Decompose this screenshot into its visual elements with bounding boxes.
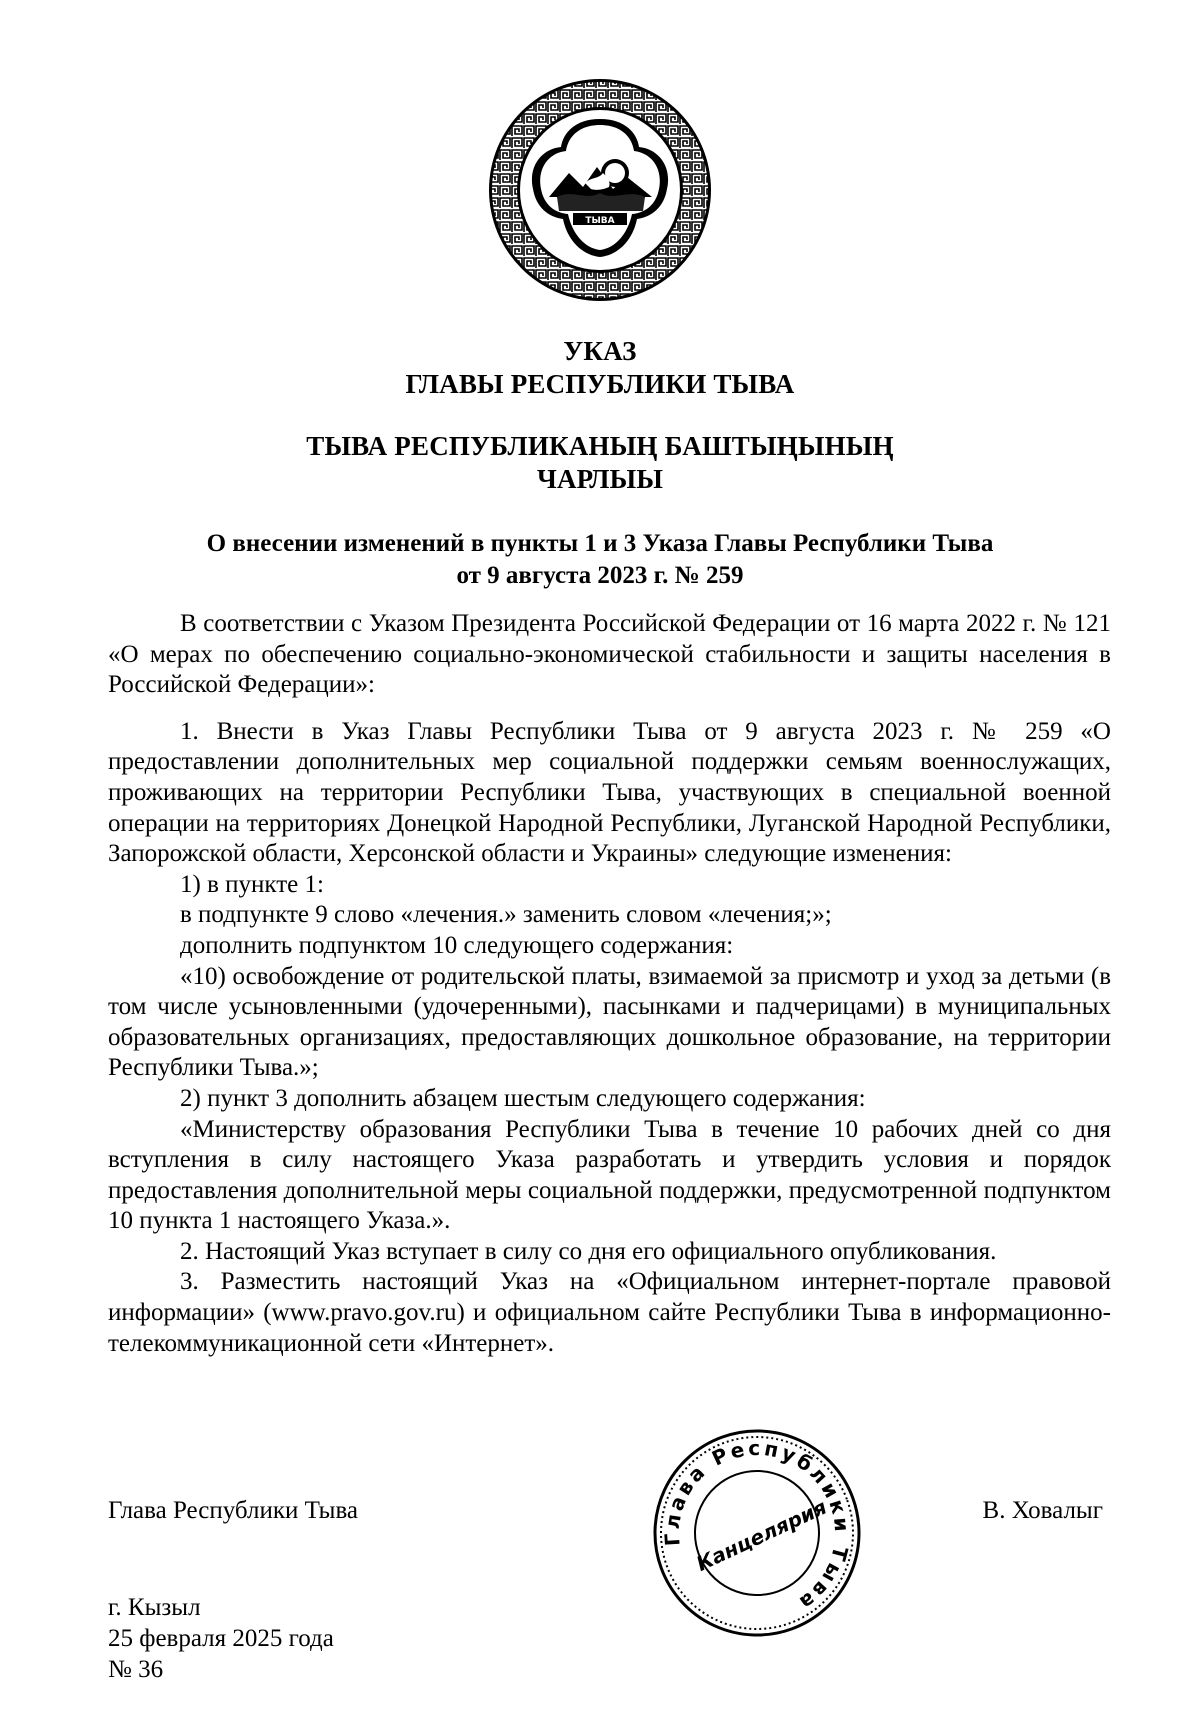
decree-title-ru: УКАЗ [563, 336, 637, 366]
stamp-outer-text: Глава Республики Тыва [659, 1435, 855, 1617]
document-number: № 36 [108, 1656, 164, 1683]
signatory-position: Глава Республики Тыва [108, 1497, 359, 1524]
republic-tuva-coat-of-arms-icon [487, 77, 713, 303]
clause-3: 3. Разместить настоящий Указ на «Официальном интернет-портале правовой информации» (www.pravo.gov.ru) и официальном сайте Республики Тыва в информационно-телекоммуникационной сети «Интернет». [108, 1268, 1111, 1357]
document-body [108, 609, 1111, 1359]
issue-date: 25 февраля 2025 года [108, 1625, 334, 1652]
clause-1-subitem-1-a: в подпункте 9 слово «лечения.» заменить словом «лечения;»; [180, 901, 832, 929]
clause-1-subitem-2: 2) пункт 3 дополнить абзацем шестым следующего содержания: [180, 1084, 866, 1112]
clause-1: 1. Внести в Указ Главы Республики Тыва от 9 августа 2023 г. № 259 «О предоставлении дополнительных мер социальной поддержки семьям военнослужащих, проживающих на территории Республики Тыва, участвующих в специальной военной операции на территориях Донецкой Народной Республики, Луганской Народной Республики, Запорожской области, Херсонской области и Украины» следующие изменения: [108, 717, 1111, 868]
issue-place: г. Кызыл [108, 1594, 201, 1621]
clause-1-subitem-1-b: дополнить подпунктом 10 следующего содержания: [180, 931, 734, 959]
clause-1-subitem-1-c: «10) освобождение от родительской платы, взимаемой за присмотр и уход за детьми (в том числе усыновленными (удочеренными), пасынками и падчерицами) в муниципальных образовательных организациях, предоставляющих дошкольное образование, на территории Республики Тыва.»; [108, 962, 1111, 1082]
official-stamp-icon [652, 1428, 862, 1638]
clause-1-subitem-2-a: «Министерству образования Республики Тыва в течение 10 рабочих дней со дня вступления в силу настоящего Указа разработать и утвердить условия и порядок предоставления дополнительной меры социальной поддержки, предусмотренной подпунктом 10 пункта 1 настоящего Указа.». [108, 1115, 1111, 1235]
document-subject-line1: О внесении изменений в пункты 1 и 3 Указа Главы Республики Тыва [206, 530, 994, 557]
signatory-name: В. Ховалыг [982, 1497, 1103, 1524]
stamp-inner-text: Канцелярия [692, 1494, 831, 1576]
decree-title-tv: ЧАРЛЫЫ [536, 464, 664, 494]
clause-2: 2. Настоящий Указ вступает в силу со дня его официального опубликования. [180, 1237, 997, 1265]
emblem-text: ТЫВА [585, 216, 615, 226]
document-subject-line2: от 9 августа 2023 г. № 259 [456, 562, 744, 589]
clause-1-subitem-1: 1) в пункте 1: [180, 870, 324, 898]
decree-issuer-ru: ГЛАВЫ РЕСПУБЛИКИ ТЫВА [405, 369, 795, 399]
preamble-paragraph: В соответствии с Указом Президента Российской Федерации от 16 марта 2022 г. № 121 «О мерах по обеспечению социально-экономической стабильности и защиты населения в Российской Федерации»: [108, 610, 1111, 699]
decree-issuer-tv: ТЫВА РЕСПУБЛИКАНЫҢ БАШТЫҢЫНЫҢ [306, 431, 894, 461]
